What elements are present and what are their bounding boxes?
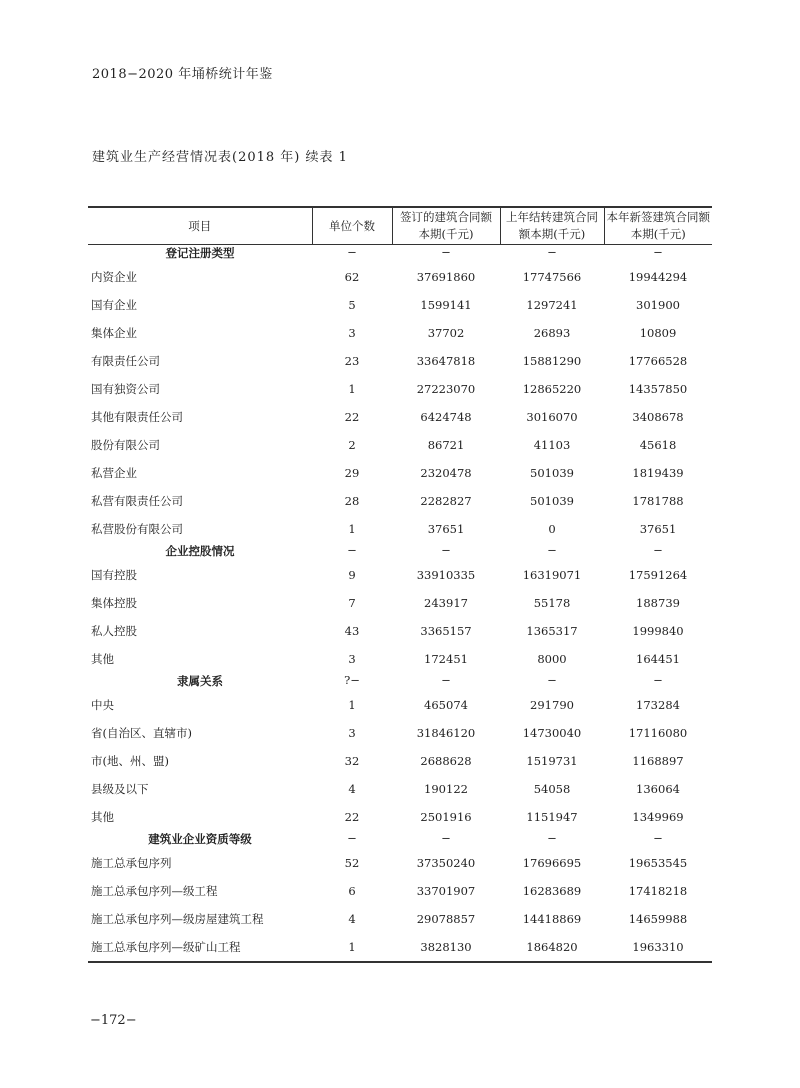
page-number: −172− (90, 1013, 137, 1028)
table-cell: ?− (344, 673, 360, 687)
table-cell: 29078857 (416, 912, 476, 926)
table-cell: − (441, 673, 451, 687)
column-header-new-signed: 本年新签建筑合同额本期(千元) (604, 207, 712, 245)
table-row (88, 375, 712, 403)
table-cell: 10809 (639, 326, 677, 340)
table-row (88, 691, 712, 719)
table-cell: 1963310 (604, 933, 712, 962)
table-cell: − (547, 245, 557, 259)
row-label: 施工总承包序列—级房屋建筑工程 (91, 912, 264, 926)
table-cell: 23 (344, 354, 360, 368)
table-cell: 32 (344, 754, 360, 768)
table-cell: 14730040 (522, 726, 582, 740)
table-row (88, 263, 712, 291)
row-label: 其他 (91, 652, 114, 666)
table-cell: − (653, 245, 663, 259)
row-label: 施工总承包序列—级工程 (91, 884, 218, 898)
table-cell: 16319071 (522, 568, 582, 582)
table-cell: 1781788 (632, 494, 684, 508)
table-row (88, 933, 712, 962)
row-label: 有限责任公司 (91, 354, 160, 368)
table-cell: 55178 (533, 596, 571, 610)
section-label: 建筑业企业资质等级 (148, 832, 252, 846)
table-cell: 4 (348, 782, 356, 796)
table-cell: 37651 (427, 522, 465, 536)
table-cell: 1365317 (526, 624, 578, 638)
table-cell: − (347, 831, 357, 845)
table-row (88, 905, 712, 933)
table-cell: 1519731 (526, 754, 578, 768)
row-label: 其他 (91, 810, 114, 824)
table-row (88, 617, 712, 645)
table-cell: 37702 (427, 326, 465, 340)
row-label: 私人控股 (91, 624, 137, 638)
table-cell: 173284 (636, 698, 680, 712)
table-row (88, 589, 712, 617)
table-cell: 17747566 (522, 270, 582, 284)
table-row (88, 877, 712, 905)
section-row (88, 543, 712, 561)
table-cell: 2 (348, 438, 356, 452)
table-cell: − (347, 245, 357, 259)
table-cell: 5 (348, 298, 356, 312)
table-cell: 0 (548, 522, 556, 536)
table-cell: 26893 (533, 326, 571, 340)
table-cell: 3828130 (392, 933, 500, 962)
table-cell: 3 (348, 652, 356, 666)
table-row (88, 719, 712, 747)
table-cell: 62 (344, 270, 360, 284)
table-cell: − (547, 543, 557, 557)
row-label: 县级及以下 (91, 782, 149, 796)
row-label: 私营企业 (91, 466, 137, 480)
row-label: 其他有限责任公司 (91, 410, 183, 424)
table-cell: 301900 (636, 298, 680, 312)
table-row (88, 775, 712, 803)
table-row (88, 487, 712, 515)
table-cell: 164451 (636, 652, 680, 666)
table-cell: 136064 (636, 782, 680, 796)
column-header-carried-over: 上年结转建筑合同额本期(千元) (500, 207, 604, 245)
table-row (88, 515, 712, 543)
table-cell: 2282827 (420, 494, 472, 508)
table-cell: 172451 (424, 652, 468, 666)
row-label: 内资企业 (91, 270, 137, 284)
column-header-contract-total: 签订的建筑合同额本期(千元) (392, 207, 500, 245)
table-cell: 1297241 (526, 298, 578, 312)
table-cell: 33910335 (416, 568, 476, 582)
table-row (88, 459, 712, 487)
table-cell: 27223070 (416, 382, 476, 396)
table-cell: 15881290 (522, 354, 582, 368)
table-cell: 7 (348, 596, 356, 610)
table-cell: 1 (348, 522, 356, 536)
table-cell: 41103 (533, 438, 571, 452)
section-row (88, 245, 712, 264)
table-cell: 86721 (427, 438, 465, 452)
row-label: 集体控股 (91, 596, 137, 610)
table-cell: 22 (344, 810, 360, 824)
table-cell: 4 (348, 912, 356, 926)
column-header-item: 项目 (88, 207, 312, 245)
table-cell: 52 (344, 856, 360, 870)
table-row (88, 803, 712, 831)
table-row (88, 403, 712, 431)
table-cell: 1151947 (526, 810, 578, 824)
table-cell: 190122 (424, 782, 468, 796)
table-body (88, 245, 712, 963)
table-cell: 45618 (639, 438, 677, 452)
table-cell: − (441, 831, 451, 845)
table-cell: 14418869 (522, 912, 582, 926)
table-cell: 17116080 (628, 726, 688, 740)
construction-table (88, 206, 712, 963)
table-cell: 1 (348, 698, 356, 712)
table-cell: 28 (344, 494, 360, 508)
table-cell: − (547, 673, 557, 687)
table-cell: 17696695 (522, 856, 582, 870)
section-row (88, 673, 712, 691)
table-row (88, 849, 712, 877)
table-cell: 37691860 (416, 270, 476, 284)
table-header-row (88, 207, 712, 245)
section-row (88, 831, 712, 849)
table-cell: 1819439 (632, 466, 684, 480)
table-cell: 14357850 (628, 382, 688, 396)
row-label: 集体企业 (91, 326, 137, 340)
table-row (88, 645, 712, 673)
table-cell: 37651 (639, 522, 677, 536)
table-cell: 2501916 (420, 810, 472, 824)
table-row (88, 431, 712, 459)
table-cell: − (653, 673, 663, 687)
row-label: 施工总承包序列—级矿山工程 (88, 933, 312, 962)
table-cell: − (653, 831, 663, 845)
row-label: 省(自治区、直辖市) (91, 726, 192, 740)
table-cell: 3408678 (632, 410, 684, 424)
table-cell: 6 (348, 884, 356, 898)
table-cell: 17591264 (628, 568, 688, 582)
table-cell: 3016070 (526, 410, 578, 424)
table-cell: 33701907 (416, 884, 476, 898)
table-cell: 12865220 (522, 382, 582, 396)
table-cell: − (441, 245, 451, 259)
section-label: 企业控股情况 (165, 544, 235, 558)
table-cell: 1599141 (420, 298, 472, 312)
table-cell: − (347, 543, 357, 557)
table-cell: 1864820 (500, 933, 604, 962)
table-cell: 501039 (530, 494, 574, 508)
running-header: 2018−2020 年埇桥统计年鉴 (92, 67, 273, 82)
table-cell: 22 (344, 410, 360, 424)
table-cell: 9 (348, 568, 356, 582)
table-cell: 14659988 (628, 912, 688, 926)
table-cell: 33647818 (416, 354, 476, 368)
table-cell: 243917 (424, 596, 468, 610)
table-cell: 291790 (530, 698, 574, 712)
table-cell: 19944294 (628, 270, 688, 284)
table-cell: 465074 (424, 698, 468, 712)
row-label: 国有企业 (91, 298, 137, 312)
table-cell: 188739 (636, 596, 680, 610)
table-cell: − (547, 831, 557, 845)
row-label: 股份有限公司 (91, 438, 160, 452)
table-cell: 43 (344, 624, 360, 638)
table-row (88, 291, 712, 319)
table-cell: 31846120 (416, 726, 476, 740)
table-cell: − (653, 543, 663, 557)
row-label: 市(地、州、盟) (91, 754, 169, 768)
row-label: 施工总承包序列 (91, 856, 172, 870)
table-cell: 3365157 (420, 624, 472, 638)
table-title: 建筑业生产经营情况表(2018 年) 续表 1 (92, 150, 348, 165)
row-label: 私营股份有限公司 (91, 522, 183, 536)
row-label: 国有独资公司 (91, 382, 160, 396)
table-cell: 1 (312, 933, 392, 962)
table-cell: 29 (344, 466, 360, 480)
table-cell: 1 (348, 382, 356, 396)
section-label: 隶属关系 (177, 674, 223, 688)
table-cell: 501039 (530, 466, 574, 480)
table-cell: 3 (348, 326, 356, 340)
section-label: 登记注册类型 (165, 246, 235, 260)
table-cell: 37350240 (416, 856, 476, 870)
table-row (88, 561, 712, 589)
table-row (88, 347, 712, 375)
table-cell: 2688628 (420, 754, 472, 768)
row-label: 中央 (91, 698, 114, 712)
row-label: 国有控股 (91, 568, 137, 582)
table-cell: 3 (348, 726, 356, 740)
table-cell: 1349969 (632, 810, 684, 824)
table-cell: 8000 (537, 652, 567, 666)
row-label: 私营有限责任公司 (91, 494, 183, 508)
table-cell: 17418218 (628, 884, 688, 898)
table-cell: 2320478 (420, 466, 472, 480)
table-row (88, 319, 712, 347)
table-row (88, 747, 712, 775)
table-cell: 19653545 (628, 856, 688, 870)
table-cell: 54058 (533, 782, 571, 796)
table-cell: 16283689 (522, 884, 582, 898)
column-header-unit-count: 单位个数 (312, 207, 392, 245)
table-cell: 6424748 (420, 410, 472, 424)
table-cell: 17766528 (628, 354, 688, 368)
table-cell: 1168897 (632, 754, 684, 768)
table-cell: 1999840 (632, 624, 684, 638)
table-cell: − (441, 543, 451, 557)
